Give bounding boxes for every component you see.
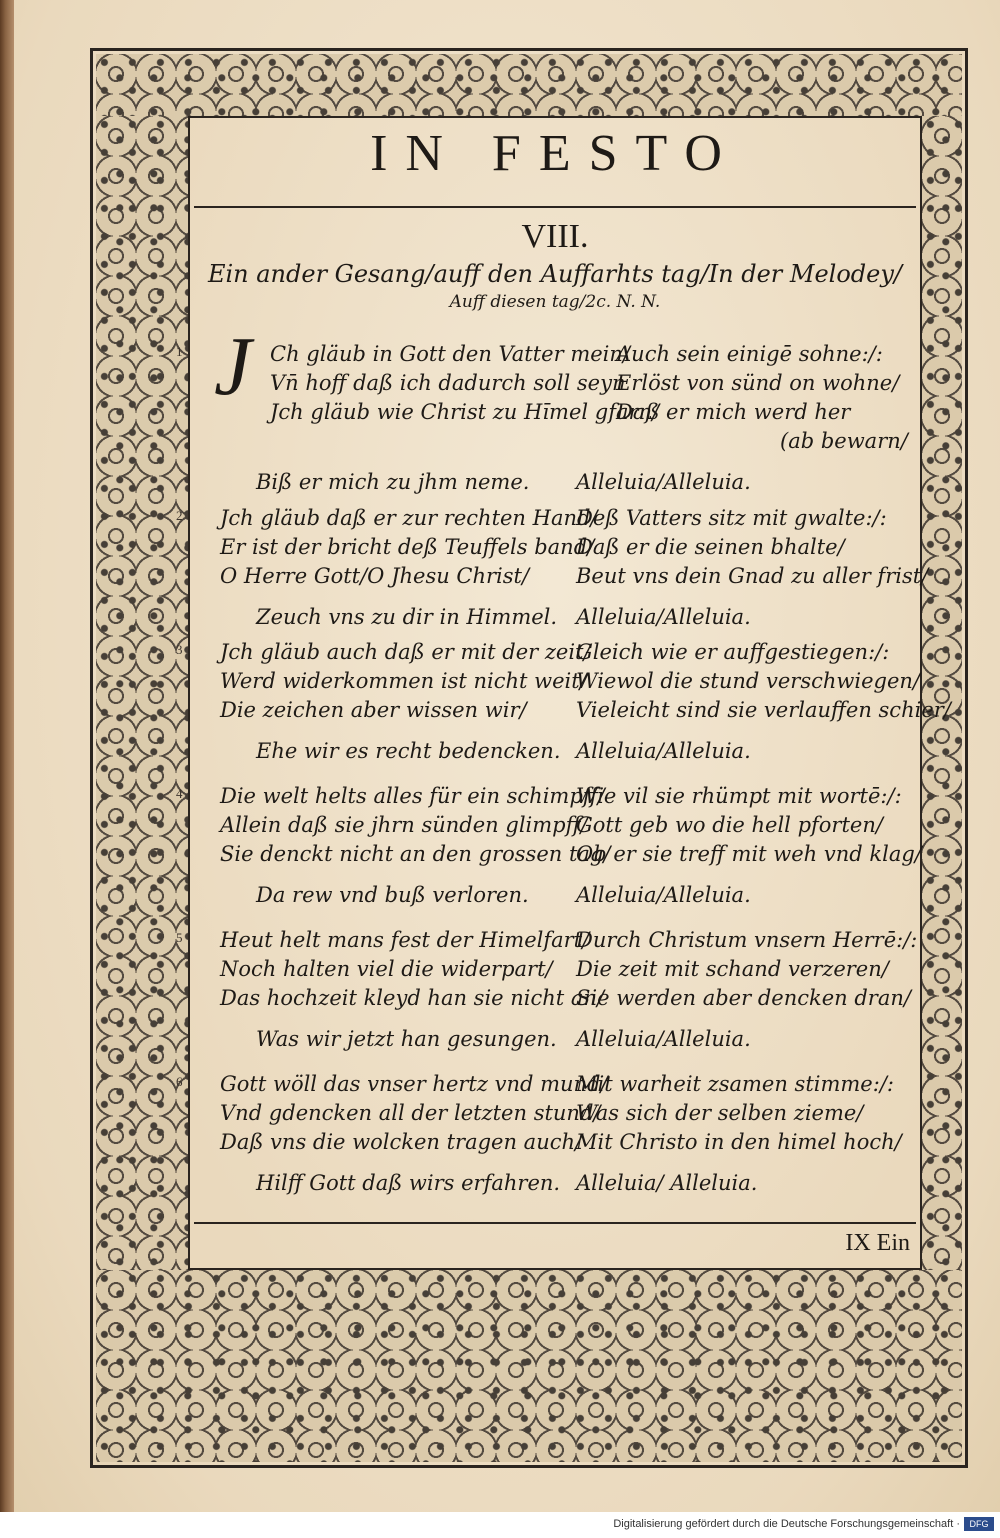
verse-line	[220, 955, 889, 983]
verse-number: 1	[176, 344, 183, 359]
verse-line-left: Ehe wir es recht bedencken.	[256, 739, 561, 763]
verse-line	[220, 811, 883, 839]
ornament-left-border	[96, 116, 188, 1270]
verse-line-left: Sie denckt nicht an den grossen tag/	[220, 842, 611, 866]
decorated-initial: J	[214, 320, 252, 413]
hymn-number: VIII.	[521, 218, 589, 255]
verse-line-left: Zeuch vns zu dir in Himmel.	[256, 605, 558, 629]
verse-line	[220, 696, 951, 724]
verse-line-left: Biß er mich zu jhm neme.	[256, 470, 530, 494]
verse-line-left: Heut helt mans fest der Himelfart/	[220, 928, 590, 952]
verse-line-right: Alleluia/ Alleluia.	[576, 1171, 758, 1195]
verse-line	[256, 468, 751, 496]
verse-line-right: Gleich wie er auffgestiegen:/:	[576, 640, 890, 664]
verse-line-left: Vnd gdencken all der letzten stund/	[220, 1101, 601, 1125]
verse-number: 2	[176, 508, 183, 523]
verse-line-right: Gott geb wo die hell pforten/	[576, 813, 883, 837]
verse-line-right: Alleluia/Alleluia.	[576, 883, 751, 907]
verse-line	[270, 340, 883, 368]
book-page	[14, 0, 1000, 1512]
verse-line-right: Erlöst von sünd on wohne/	[616, 371, 900, 395]
verse-line-left: Noch halten viel die widerpart/	[220, 957, 553, 981]
verse-line-left: Da rew vnd buß verloren.	[256, 883, 529, 907]
catchword: IX Ein	[845, 1230, 910, 1256]
verse-line-right: Daß er die seinen bhalte/	[576, 535, 845, 559]
verse-number: 5	[176, 930, 183, 945]
verse-line	[220, 504, 887, 532]
verse-line	[220, 1070, 894, 1098]
verse-line-left: Was wir jetzt han gesungen.	[256, 1027, 557, 1051]
verse-line-left: Ch gläub in Gott den Vatter mein/	[270, 342, 630, 366]
digitization-footer	[0, 1512, 1000, 1538]
ornament-right-border	[922, 116, 962, 1270]
verse-line-right: Alleluia/Alleluia.	[576, 605, 751, 629]
text-block	[176, 116, 951, 1270]
verse-number: 6	[176, 1074, 183, 1089]
verse-line	[220, 1128, 902, 1156]
verse-line-right: Sie werden aber dencken dran/	[576, 986, 911, 1010]
verse-line	[270, 369, 900, 397]
footer-credit: Digitalisierung gefördert durch die Deutsche Forschungsgemeinschaft ·	[613, 1518, 960, 1530]
verse-number: 4	[176, 786, 183, 801]
verse-line-right: (ab bewarn/	[780, 429, 908, 453]
verse-line-left: Werd widerkommen ist nicht weit/	[220, 669, 587, 693]
verse-line-right: Ob er sie treff mit weh vnd klag/	[576, 842, 922, 866]
footer-rule	[194, 1222, 916, 1224]
verse-line-right: Die zeit mit schand verzeren/	[576, 957, 889, 981]
verse-line-right: Daß er mich werd her	[616, 400, 851, 424]
verse-line	[220, 926, 918, 954]
verse-line	[256, 737, 751, 765]
verse-line-left: Daß vns die wolcken tragen auch/	[220, 1130, 583, 1154]
verse-line-right: Mit warheit zsamen stimme:/:	[576, 1072, 894, 1096]
dfg-logo: DFG	[964, 1517, 994, 1531]
verse-line-right: Wiewol die stund verschwiegen/	[576, 669, 920, 693]
running-title: IN FESTO	[370, 125, 740, 182]
verse-line-left: Das hochzeit kleyd han sie nicht an/	[220, 986, 605, 1010]
verse-line	[270, 398, 851, 426]
verse-line-right: Alleluia/Alleluia.	[576, 1027, 751, 1051]
verse-line-right: Beut vns dein Gnad zu aller frist/	[576, 564, 929, 588]
hymn-subheading: Auff diesen tag/2c. N. N.	[449, 292, 661, 312]
verse-line-left: Vn̄ hoff daß ich dadurch soll seyn	[270, 371, 626, 395]
verse-line-right: Was sich der selben zieme/	[576, 1101, 864, 1125]
verse-line	[256, 603, 751, 631]
verse-line	[256, 1169, 758, 1197]
verse-line-left: Die welt helts alles für ein schimpff/	[220, 784, 605, 808]
ornament-top-border	[96, 54, 962, 116]
hymn-heading: Ein ander Gesang/auff den Auffarhts tag/In der Melodey/	[207, 260, 903, 288]
verse-line	[220, 984, 911, 1012]
verse-line-left: O Herre Gott/O Jhesu Christ/	[220, 564, 530, 588]
verse-line-left: Allein daß sie jhrn sünden glimpff/	[220, 813, 588, 837]
verse-line	[220, 840, 922, 868]
verse-line-left: Jch gläub auch daß er mit der zeit/	[220, 640, 591, 664]
verse-line-left: Jch gläub daß er zur rechten Hand/	[220, 506, 598, 530]
verse-line-left: Jch gläub wie Christ zu Hı̄mel gfarn/	[270, 400, 660, 424]
verse-line-right: Alleluia/Alleluia.	[576, 739, 751, 763]
header-rule	[194, 206, 916, 208]
verse-line	[256, 1025, 751, 1053]
verse-line	[256, 881, 751, 909]
verse-line	[220, 667, 920, 695]
verse-line-left: Er ist der bricht deß Teuffels band/	[220, 535, 595, 559]
verse-line-right: Vieleicht sind sie verlauffen schier/	[576, 698, 951, 722]
verse-line-left: Gott wöll das vnser hertz vnd mund/	[220, 1072, 608, 1096]
verse-line-right: Alleluia/Alleluia.	[576, 470, 751, 494]
verse-line-right: Mit Christo in den himel hoch/	[576, 1130, 902, 1154]
verse-line-right: Wie vil sie rhümpt mit wortē:/:	[576, 784, 902, 808]
verse-line-right: Deß Vatters sitz mit gwalte:/:	[576, 506, 887, 530]
book-edge	[0, 0, 14, 1538]
verse-line	[220, 1099, 864, 1127]
verse-line-right: Auch sein einigē sohne:/:	[616, 342, 883, 366]
verse-line-left: Hilff Gott daß wirs erfahren.	[256, 1171, 561, 1195]
verse-line-left: Die zeichen aber wissen wir/	[220, 698, 527, 722]
ornament-bottom-border	[96, 1270, 962, 1462]
verse-line	[220, 533, 845, 561]
verse-number: 3	[176, 642, 183, 657]
verse-line-right: Durch Christum vnsern Herrē:/:	[576, 928, 918, 952]
verse-line	[220, 562, 929, 590]
verse-line	[220, 782, 902, 810]
verse-line	[220, 638, 890, 666]
